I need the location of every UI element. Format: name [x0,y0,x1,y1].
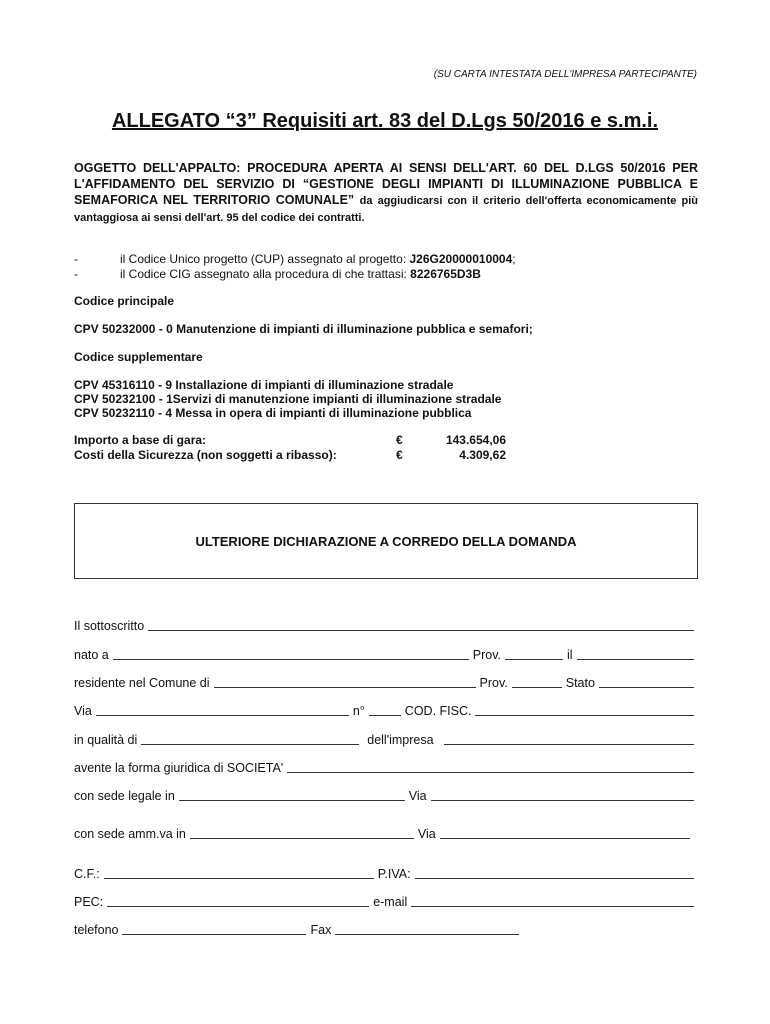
qualita-label: in qualità di [74,733,138,747]
residente-label: residente nel Comune di [74,676,210,690]
fax-label: Fax [310,923,332,937]
cf-label: C.F.: [74,867,100,881]
prov-label: Prov. [472,648,502,662]
nato-label: nato a [74,648,109,662]
importo-label: Importo a base di gara: [74,433,207,447]
costi-sicurezza-row [74,448,514,462]
cpv-principale: CPV 50232000 - 0 Manutenzione di impianti di illuminazione pubblica e semafori; [74,322,533,336]
stato-field[interactable] [599,686,694,688]
cod-fisc-field[interactable] [475,714,694,716]
piva-field[interactable] [415,877,694,879]
sede-amm-label: con sede amm.va in [74,827,186,841]
header-note: (SU CARTA INTESTATA DELL'IMPRESA PARTECIPANTE) [433,69,697,80]
prov2-field[interactable] [512,686,562,688]
via3-label: Via [417,827,436,841]
email-label: e-mail [373,895,408,909]
via2-label: Via [408,789,427,803]
cig-label: il Codice CIG assegnato alla procedura di che trattasi: [120,267,407,281]
prov2-label: Prov. [479,676,508,690]
sottoscritto-label: Il sottoscritto [74,619,145,633]
form-row-qualita [74,733,698,747]
impresa-field[interactable] [444,743,694,745]
forma-label: avente la forma giuridica di SOCIETA' [74,761,284,775]
codes-list [74,252,698,282]
il-label: il [567,648,573,662]
cup-end: ; [512,252,516,266]
pec-label: PEC: [74,895,104,909]
prov-field[interactable] [505,658,563,660]
via-label: Via [74,704,92,718]
costi-value: 4.309,62 [459,448,506,462]
oggetto-caps: OGGETTO DELL'APPALTO: PROCEDURA APERTA AI SENSI DELL'ART. 60 DEL D.LGS 50/2016 PER L'AFFIDAMENTO DEL SERVIZIO DI “GESTIONE DEGLI IMPIANTI DI ILLUMINAZIONE PUBBLICA E SEMAFORICA NEL TERRITORIO COMUNALE” [74,161,698,207]
telefono-field[interactable] [122,933,306,935]
numero-label: n° [352,704,365,718]
numero-field[interactable] [369,714,401,716]
impresa-label: dell'impresa [367,733,434,747]
pec-field[interactable] [107,905,369,907]
form-row-sede-amm [74,827,698,841]
cup-label: il Codice Unico progetto (CUP) assegnato al progetto: [120,252,407,266]
codice-principale-heading: Codice principale [74,294,175,308]
fax-field[interactable] [335,933,519,935]
form-row-pec [74,895,698,909]
data-nascita-field[interactable] [577,658,694,660]
telefono-label: telefono [74,923,119,937]
cpv-supplementare-1: CPV 45316110 - 9 Installazione di impianti di illuminazione stradale [74,378,454,392]
cpv-supplementare-3: CPV 50232110 - 4 Messa in opera di impianti di illuminazione pubblica [74,406,472,420]
cod-fisc-label: COD. FISC. [404,704,472,718]
form-row-forma [74,761,698,775]
form-row-residenza [74,676,698,690]
importo-value: 143.654,06 [445,433,506,447]
list-item [74,252,698,267]
list-item [74,267,698,282]
sottoscritto-field[interactable] [148,629,694,631]
via3-field[interactable] [440,837,690,839]
comune-field[interactable] [214,686,476,688]
cpv-supplementare-2: CPV 50232100 - 1Servizi di manutenzione impianti di illuminazione stradale [74,392,502,406]
form-row-sede-legale [74,789,698,803]
email-field[interactable] [411,905,694,907]
stato-label: Stato [565,676,595,690]
declaration-box [74,503,698,579]
oggetto-paragraph [74,160,698,226]
form-row-via [74,704,698,718]
costi-currency: € [396,448,403,462]
qualita-field[interactable] [141,743,359,745]
declaration-box-title: ULTERIORE DICHIARAZIONE A CORREDO DELLA DOMANDA [195,533,577,549]
list-dash: - [74,267,78,281]
sede-amm-field[interactable] [190,837,414,839]
importo-row [74,433,514,447]
document-title: ALLEGATO “3” Requisiti art. 83 del D.Lgs 50/2016 e s.m.i. [111,110,659,132]
list-dash: - [74,252,78,266]
form-row-nascita [74,648,698,662]
importo-currency: € [396,433,403,447]
codice-supplementare-heading: Codice supplementare [74,350,203,364]
cup-value: J26G20000010004 [409,252,513,266]
sede-legale-field[interactable] [179,799,405,801]
forma-field[interactable] [287,771,694,773]
cf-field[interactable] [104,877,374,879]
nato-field[interactable] [113,658,469,660]
cig-value: 8226765D3B [410,267,481,281]
sede-legale-label: con sede legale in [74,789,175,803]
via-field[interactable] [96,714,349,716]
form-row-telefono [74,923,698,937]
form-row-sottoscritto [74,619,698,633]
via2-field[interactable] [431,799,694,801]
form-row-cf [74,867,698,881]
piva-label: P.IVA: [377,867,411,881]
oggetto-rest: da aggiudicarsi con il criterio dell'offerta economicamente più vantaggiosa ai sensi dell'art. 95 del codice dei contratti. [74,195,698,224]
costi-label: Costi della Sicurezza (non soggetti a ribasso): [74,448,337,462]
